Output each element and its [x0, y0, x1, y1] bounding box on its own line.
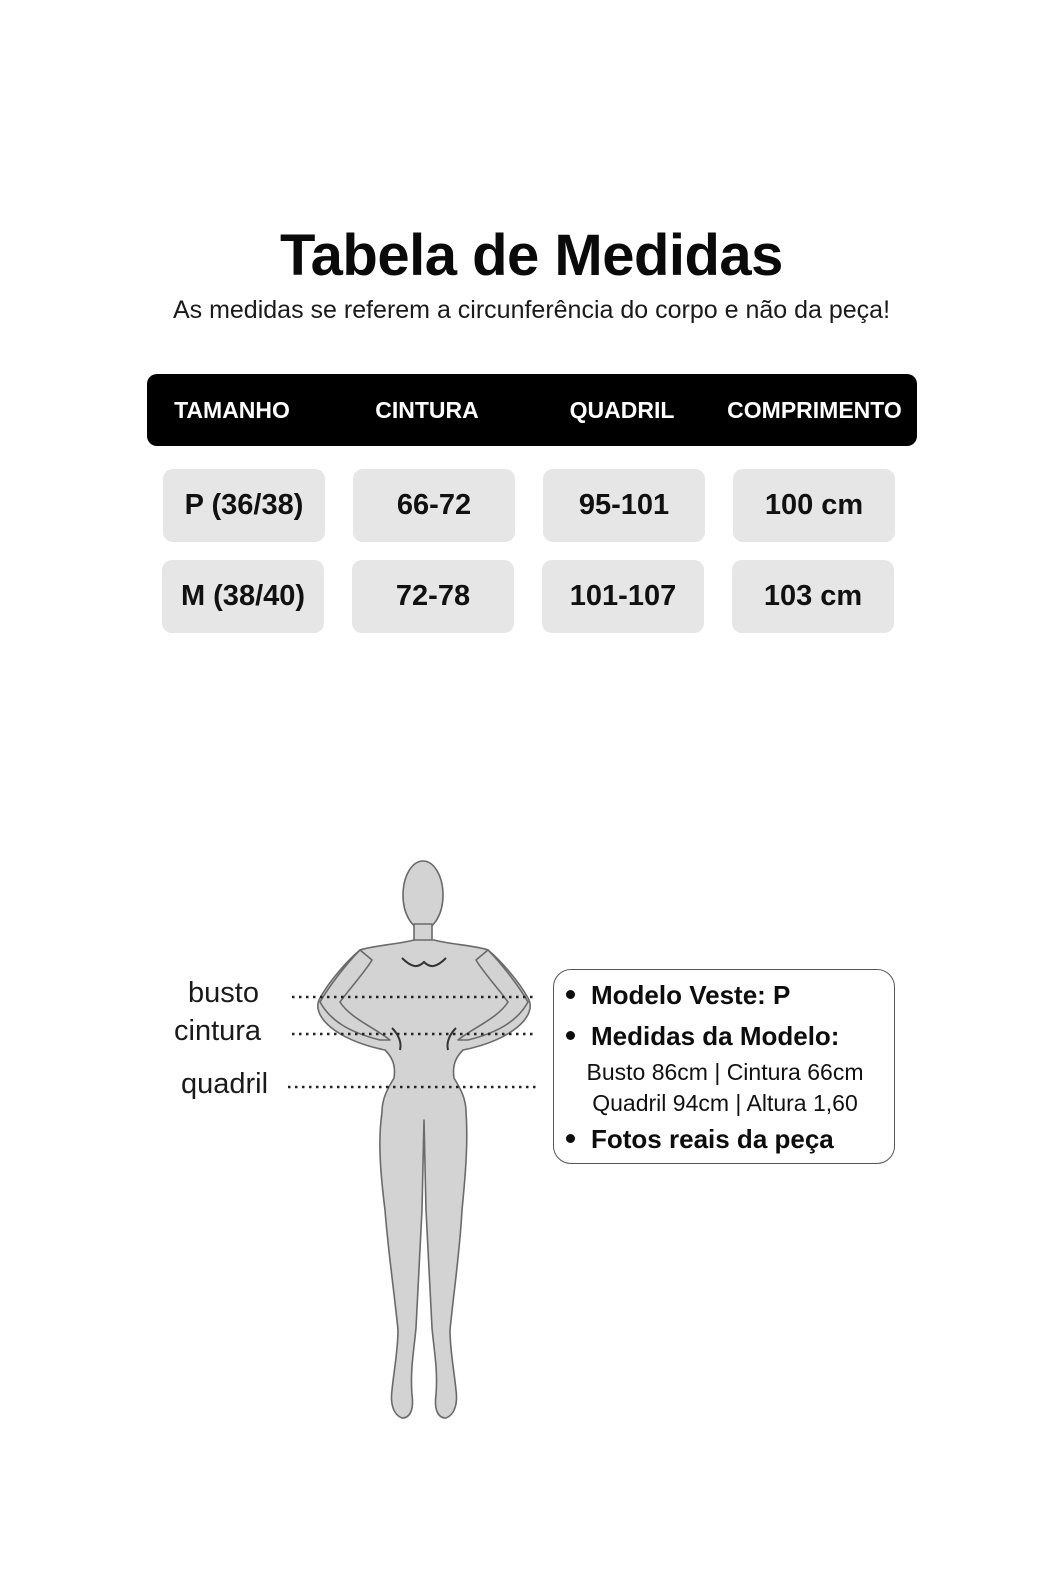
table-cell-quadril: 95-101: [543, 469, 705, 542]
quadril-label: quadril: [181, 1068, 269, 1100]
page-title: Tabela de Medidas: [280, 223, 783, 288]
model-info-box: [553, 969, 895, 1164]
medidas-modelo-item: Medidas da Modelo:: [566, 1021, 839, 1052]
table-cell-comprimento: 100 cm: [733, 469, 895, 542]
table-cell-quadril: 101-107: [542, 560, 704, 633]
fotos-reais-item: Fotos reais da peça: [566, 1124, 834, 1155]
table-cell-tamanho: P (36/38): [163, 469, 325, 542]
medidas-line-2: Quadril 94cm | Altura 1,60: [592, 1090, 858, 1116]
table-cell-comprimento: 103 cm: [732, 560, 894, 633]
table-header: [147, 374, 917, 446]
female-body-silhouette-icon: [170, 850, 550, 1440]
table-cell-cintura: 66-72: [353, 469, 515, 542]
column-header-tamanho: TAMANHO: [174, 397, 290, 423]
column-header-quadril: QUADRIL: [569, 397, 675, 423]
modelo-veste-item: Modelo Veste: P: [566, 980, 790, 1011]
column-header-comprimento: COMPRIMENTO: [727, 397, 902, 423]
column-header-cintura: CINTURA: [375, 397, 479, 423]
busto-label: busto: [188, 977, 259, 1009]
table-cell-tamanho: M (38/40): [162, 560, 324, 633]
table-cell-cintura: 72-78: [352, 560, 514, 633]
page-subtitle: As medidas se referem a circunferência do corpo e não da peça!: [172, 296, 891, 324]
medidas-line-1: Busto 86cm | Cintura 66cm: [586, 1059, 864, 1085]
cintura-label: cintura: [174, 1015, 262, 1047]
